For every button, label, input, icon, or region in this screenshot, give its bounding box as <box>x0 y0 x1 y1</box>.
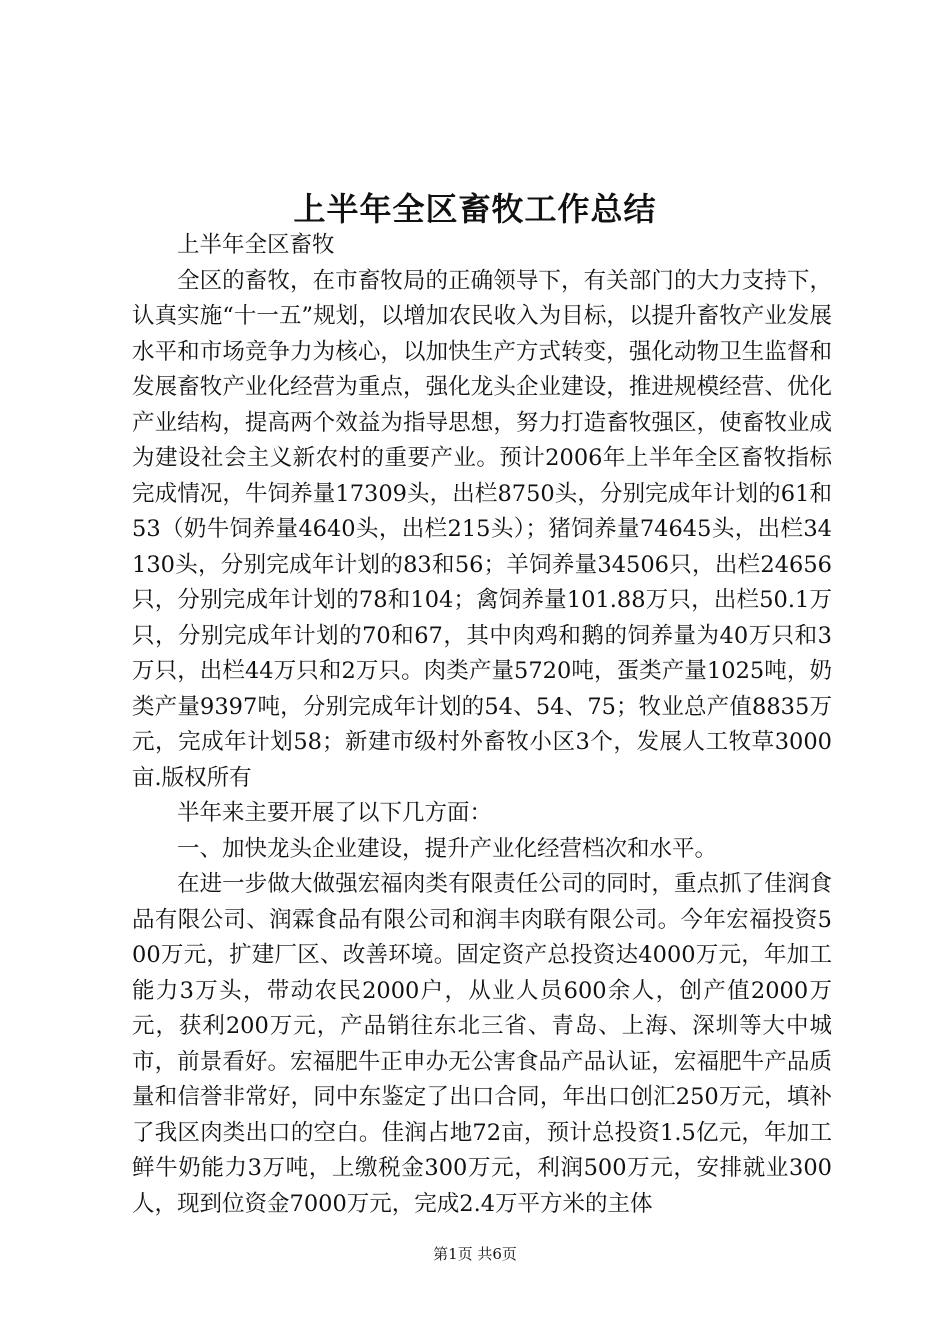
document-title: 上半年全区畜牧工作总结 <box>293 190 657 228</box>
paragraph-intro: 上半年全区畜牧 <box>177 232 335 258</box>
page-footer: 第1页 共6页 <box>433 1245 517 1263</box>
paragraph-section-1: 在进一步做大做强宏福肉类有限责任公司的同时，重点抓了佳润食品有限公司、润霖食品有限公司和润丰肉联有限公司。今年宏福投资500万元，扩建厂区、改善环境。固定资产总投资达4000万元，年加工能力3万头，带动农民2000户，从业人员600余人，创产值2000万元，获利200万元，产品销往东北三省、青岛、上海、深圳等大中城市，前景看好。宏福肥牛正申办无公害食品产品认证，宏福肥牛产品质量和信誉非常好，同中东鉴定了出口合同，年出口创汇250万元，填补了我区肉类出口的空白。佳润占地72亩，预计总投资1.5亿元，年加工鲜牛奶能力3万吨，上缴税金300万元，利润500万元，安排就业300人，现到位资金7000万元，完成2.4万平方米的主体 <box>132 871 832 1217</box>
section-heading-1: 一、加快龙头企业建设，提升产业化经营档次和水平。 <box>177 835 718 862</box>
document-body <box>132 228 832 1222</box>
paragraph-overview: 半年来主要开展了以下几方面： <box>177 800 493 826</box>
paragraph-summary: 全区的畜牧，在市畜牧局的正确领导下，有关部门的大力支持下，认真实施“十一五”规划，以增加农民收入为目标，以提升畜牧产业发展水平和市场竞争力为核心，以加快生产方式转变，强化动物卫生监督和发展畜牧产业化经营为重点，强化龙头企业建设，推进规模经营、优化产业结构，提高两个效益为指导思想，努力打造畜牧强区，使畜牧业成为建设社会主义新农村的重要产业。预计2006年上半年全区畜牧指标完成情况，牛饲养量17309头，出栏8750头，分别完成年计划的61和53（奶牛饲养量4640头，出栏215头）；猪饲养量74645头，出栏34130头，分别完成年计划的83和56；羊饲养量34506只，出栏24656只，分别完成年计划的78和104；禽饲养量101.88万只，出栏50.1万只，分别完成年计划的70和67，其中肉鸡和鹅的饲养量为40万只和3万只，出栏44万只和2万只。肉类产量5720吨，蛋类产量1025吨，奶类产量9397吨，分别完成年计划的54、54、75；牧业总产值8835万元，完成年计划58；新建市级村外畜牧小区3个，发展人工牧草3000亩.版权所有 <box>132 267 832 791</box>
